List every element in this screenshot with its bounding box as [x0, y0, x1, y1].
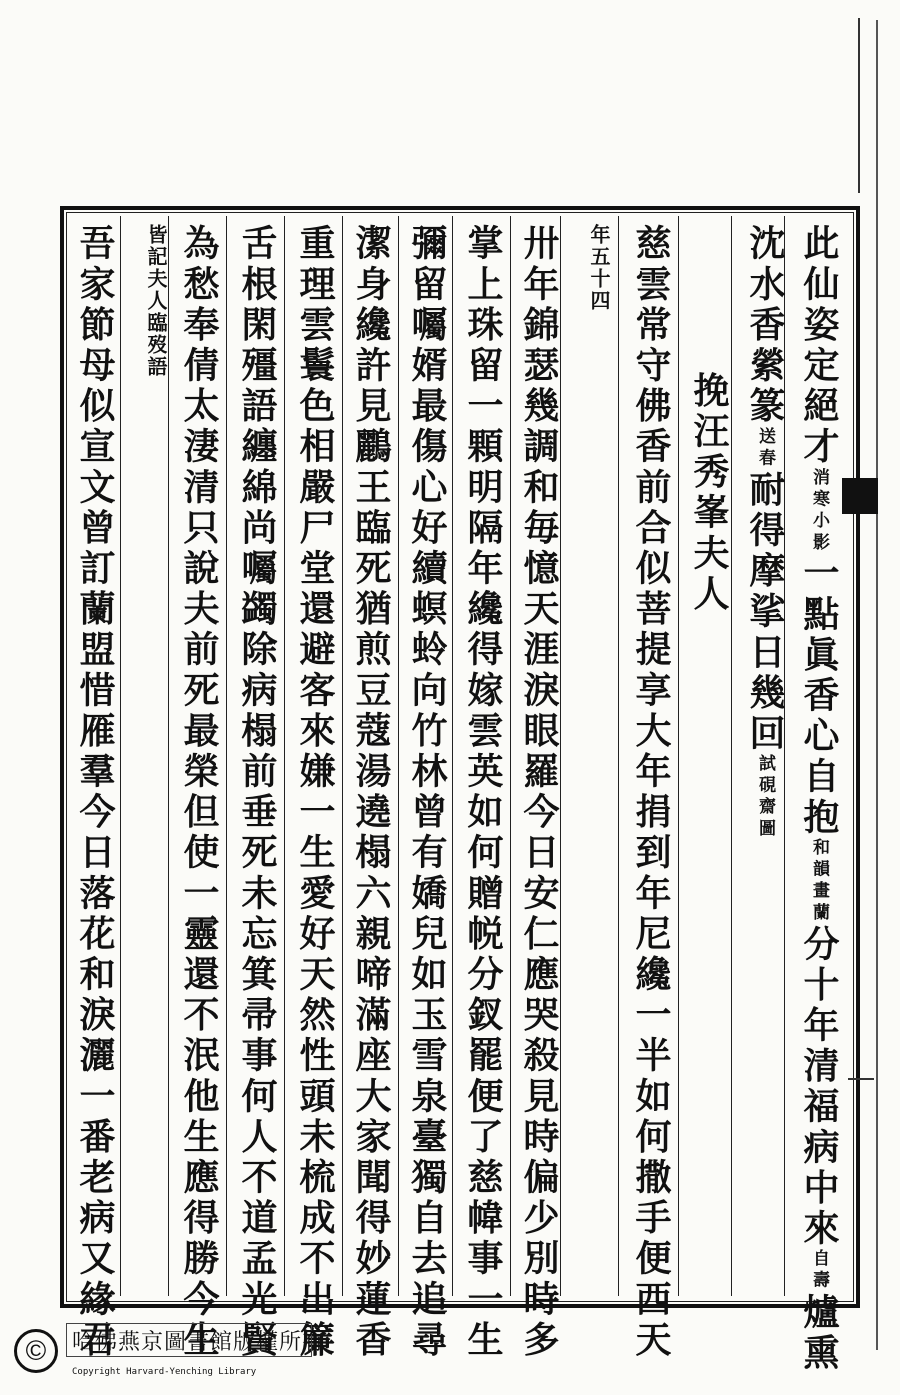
inline-annotation: 消寒小影: [809, 467, 829, 555]
column-rule: [342, 216, 343, 1296]
annotation-text: 皆記夫人臨歿語: [144, 224, 168, 378]
library-name-en: Copyright Harvard-Yenching Library: [72, 1367, 257, 1377]
library-name-cn: 哈佛燕京圖書館版權所有: [72, 1330, 326, 1355]
edge-tick-mark: [848, 1078, 874, 1080]
column-rule: [168, 216, 169, 1296]
text-column-4: [626, 224, 676, 1361]
copyright-icon: ©: [14, 1329, 58, 1373]
poem-text: 為愁奉倩太淒清只說夫前死最榮但使一靈還不泯他生應得勝今生: [178, 224, 220, 1361]
inline-annotation: 自壽: [809, 1249, 829, 1293]
text-column-6: [514, 224, 564, 1361]
annotation-text: 年五十四: [587, 224, 611, 312]
column-rule: [618, 216, 619, 1296]
poem-text: 一點眞香心自抱: [798, 554, 840, 839]
poem-title-text: 挽汪秀峯夫人: [688, 290, 730, 615]
text-column-8: [402, 224, 452, 1361]
poem-text: 沈水香縈篆: [744, 224, 786, 427]
inline-annotation: 送春: [755, 427, 775, 471]
age-annotation: [566, 224, 610, 312]
text-column-10: [290, 224, 340, 1361]
text-column-9: [346, 224, 396, 1361]
inline-annotation: 試硯齋圖: [755, 754, 775, 841]
text-column-7: [458, 224, 508, 1361]
annotation-column: [118, 224, 168, 424]
poem-text: 潔身纔許見鸝王臨死猶煎豆蔻湯遶榻六親啼滿座大家聞得妙蓮香: [350, 224, 392, 1361]
poem-text: 爐熏: [798, 1292, 840, 1374]
column-rule: [510, 216, 511, 1296]
page-tab-mark: [842, 478, 878, 514]
column-rule: [226, 216, 227, 1296]
page-edge-line: [876, 20, 878, 1350]
text-column-11: [232, 224, 282, 1361]
poem-text: 吾家節母似宣文曾訂蘭盟惜雁羣今日落花和淚灑一番老病又緣君: [74, 224, 116, 1361]
inline-annotation: 和韻畫蘭: [809, 838, 829, 925]
poem-text: 彌留囑婿最傷心好續螟蛉向竹林曾有嬌兒如玉雪泉臺獨自去追尋: [406, 224, 448, 1361]
copyright-footer: [14, 1323, 326, 1385]
text-column-14: [70, 224, 120, 1361]
text-column-12: [174, 224, 224, 1361]
column-rule: [284, 216, 285, 1296]
poem-text: 重理雲鬟色相嚴尸堂還避客來嫌一生愛好天然性頭未梳成不出簾: [294, 224, 336, 1361]
poem-text: 舌根閑殭語纏綿尚囑蠲除病榻前垂死未忘箕帚事何人不道孟光賢: [236, 224, 278, 1361]
column-rule: [678, 216, 679, 1296]
text-column-2: [740, 224, 790, 841]
page-edge-line: [858, 18, 860, 193]
poem-text: 此仙姿定絕才: [798, 224, 840, 468]
column-rule: [452, 216, 453, 1296]
poem-text: 掌上珠留一顆明隔年纔得嫁雲英如何贈帨分釵罷便了慈幃事一生: [462, 224, 504, 1361]
column-rule: [398, 216, 399, 1296]
poem-text: 卅年錦瑟幾調和毎憶天涯淚眼羅今日安仁應哭殺見時偏少別時多: [518, 224, 560, 1361]
poem-text: 慈雲常守佛香前合似菩提享大年捐到年尼纔一半如何撒手便西天: [630, 224, 672, 1361]
poem-text: 耐得摩挲日幾回: [744, 470, 786, 755]
poem-title: [684, 290, 734, 615]
text-column-1: [794, 224, 844, 1374]
poem-text: 分十年清福病中來: [798, 924, 840, 1250]
